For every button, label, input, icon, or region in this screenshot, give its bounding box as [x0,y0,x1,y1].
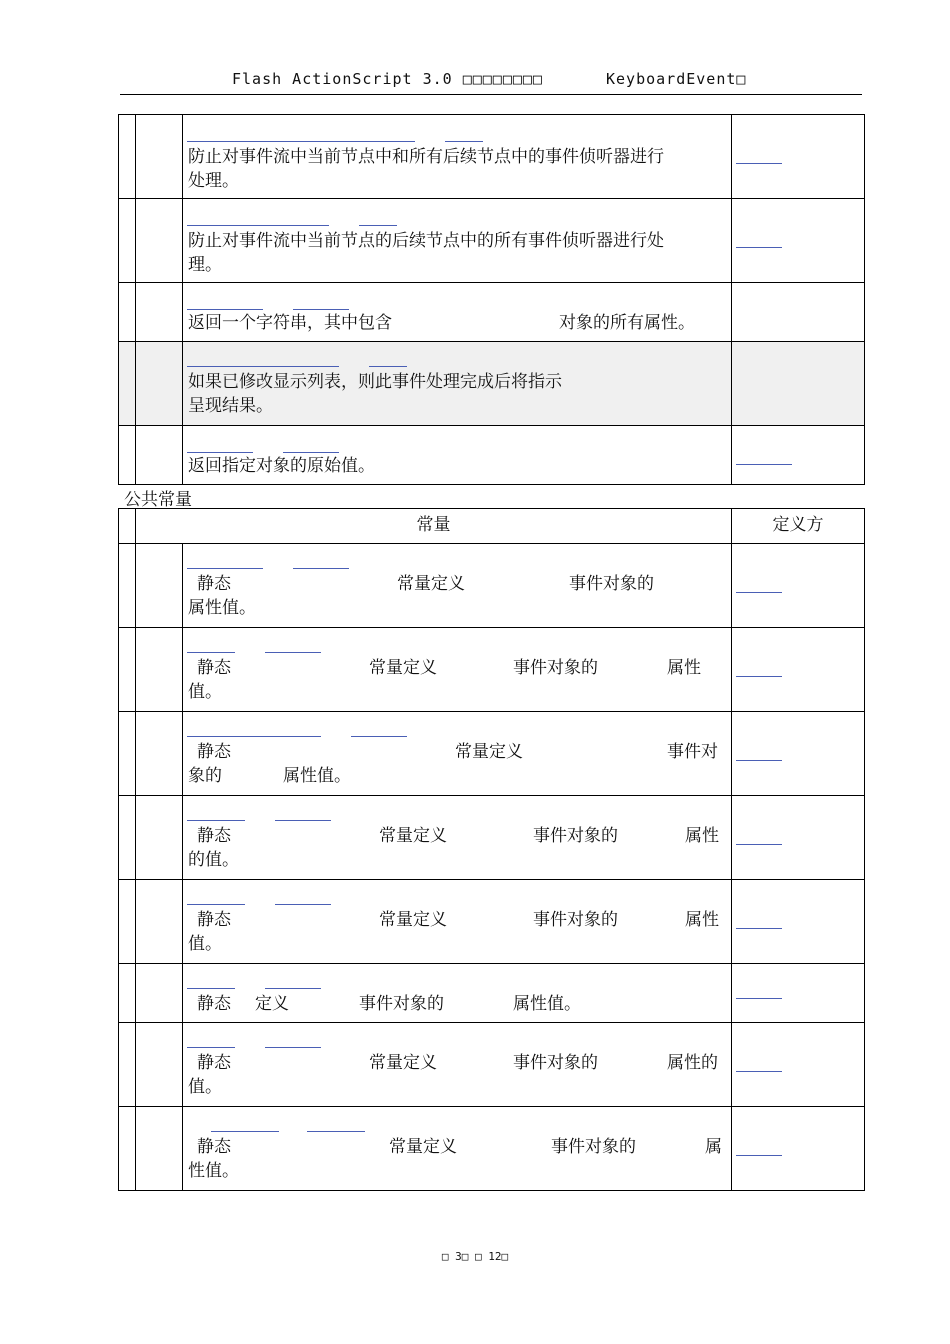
table-row [119,426,865,485]
table-row [119,544,865,628]
table-row [119,880,865,964]
constant-desc-part: 属性 [685,910,719,930]
method-desc-line: 处理。 [188,171,239,191]
table-header-row [119,509,865,544]
constant-desc-part: 常量定义 [397,574,465,594]
constant-desc-part: 的值。 [188,850,239,870]
constant-static: 静态 [197,1053,231,1073]
method-return-link[interactable] [359,225,397,226]
column-header-constant: 常量 [136,509,732,544]
constant-type-link[interactable] [265,1047,321,1048]
constant-static: 静态 [197,742,231,762]
defined-by-link[interactable] [736,676,782,677]
constant-static: 静态 [197,574,231,594]
constant-desc-part: 属性 [685,826,719,846]
constant-desc-part: 事件对象的 [533,910,618,930]
table-row [119,712,865,796]
constant-desc-part: 常量定义 [369,1053,437,1073]
method-return-link[interactable] [293,309,349,310]
method-link[interactable] [187,366,339,367]
constant-desc-part: 常量定义 [389,1137,457,1157]
constant-type-link[interactable] [275,820,331,821]
defined-by-link[interactable] [736,163,782,164]
defined-by-link[interactable] [736,1155,782,1156]
constant-link[interactable] [187,904,245,905]
constant-desc-part: 常量定义 [455,742,523,762]
defined-by-link[interactable] [736,844,782,845]
section-title-constants: 公共常量 [124,490,192,510]
constant-desc-part: 事件对象的 [551,1137,636,1157]
constant-desc-part: 属性的 [667,1053,718,1073]
constant-desc-part: 值。 [188,1077,222,1097]
defined-by-link[interactable] [736,760,782,761]
constant-type-link[interactable] [307,1131,365,1132]
constant-desc-part: 常量定义 [369,658,437,678]
table-row [119,199,865,283]
constant-desc-part: 值。 [188,682,222,702]
constant-desc-part: 值。 [188,934,222,954]
method-link[interactable] [187,141,415,142]
method-return-link[interactable] [369,366,407,367]
table-row [119,1107,865,1191]
constant-static: 静态 [197,994,231,1014]
defined-by-link[interactable] [736,928,782,929]
constant-desc-part: 常量定义 [379,826,447,846]
constant-static: 静态 [197,658,231,678]
constant-desc-part: 事件对象的 [359,994,444,1014]
method-desc-line: 防止对事件流中当前节点中和所有后续节点中的事件侦听器进行 [188,147,664,167]
constant-desc-part: 属性值。 [283,766,351,786]
method-link[interactable] [187,309,263,310]
constant-desc-part: 事件对象的 [533,826,618,846]
method-desc-line: 如果已修改显示列表，则此事件处理完成后将指示 [188,372,562,392]
method-desc-part: 对象的所有属性。 [559,313,695,333]
method-desc-line: 呈现结果。 [188,396,273,416]
constant-desc-part: 性值。 [188,1161,239,1181]
method-return-link[interactable] [445,141,483,142]
constant-link[interactable] [187,568,263,569]
constant-static: 静态 [197,1137,231,1157]
public-constants-table [118,508,865,1191]
table-row [119,342,865,426]
constant-desc-part: 事件对象的 [513,1053,598,1073]
defined-by-link[interactable] [736,247,782,248]
constant-link[interactable] [187,820,245,821]
constant-type-link[interactable] [293,568,349,569]
constant-link[interactable] [187,1047,235,1048]
constant-desc-part: 属性值。 [513,994,581,1014]
public-methods-table [118,114,865,485]
constant-desc-part: 属性 [667,658,701,678]
method-desc-part: 返回一个字符串，其中包含 [188,313,392,333]
constant-type-link[interactable] [265,988,321,989]
constant-desc-part: 定义 [255,994,289,1014]
constant-desc-part: 属 [705,1137,722,1157]
constant-link[interactable] [211,1131,279,1132]
table-row [119,1023,865,1107]
constant-static: 静态 [197,910,231,930]
defined-by-link[interactable] [736,998,782,999]
constant-desc-part: 事件对象的 [513,658,598,678]
method-desc-line: 返回指定对象的原始值。 [188,456,375,476]
table-row [119,628,865,712]
method-link[interactable] [187,225,329,226]
defined-by-link[interactable] [736,1071,782,1072]
defined-by-link[interactable] [736,464,792,465]
constant-link[interactable] [187,652,235,653]
constant-type-link[interactable] [351,736,407,737]
column-header-defined-by: 定义方 [732,509,865,544]
constant-desc-part: 常量定义 [379,910,447,930]
page-number: □ 3□ □ 12□ [441,1250,509,1263]
constant-type-link[interactable] [265,652,321,653]
table-row [119,796,865,880]
constant-desc-part: 属性值。 [188,598,256,618]
constant-link[interactable] [187,988,235,989]
constant-desc-part: 事件对象的 [569,574,654,594]
table-row [119,283,865,342]
method-desc-line: 理。 [188,255,222,275]
page-header [120,68,862,95]
defined-by-link[interactable] [736,592,782,593]
table-row [119,964,865,1023]
constant-static: 静态 [197,826,231,846]
constant-desc-part: 象的 [188,766,222,786]
method-desc-line: 防止对事件流中当前节点的后续节点中的所有事件侦听器进行处 [188,231,664,251]
method-link[interactable] [187,452,253,453]
constant-type-link[interactable] [275,904,331,905]
constant-desc-part: 事件对 [667,742,718,762]
constant-link[interactable] [187,736,321,737]
table-row [119,115,865,199]
method-return-link[interactable] [283,452,339,453]
header-class-name: KeyboardEvent□ [606,70,747,88]
header-title: Flash ActionScript 3.0 □□□□□□□□ [232,70,543,88]
